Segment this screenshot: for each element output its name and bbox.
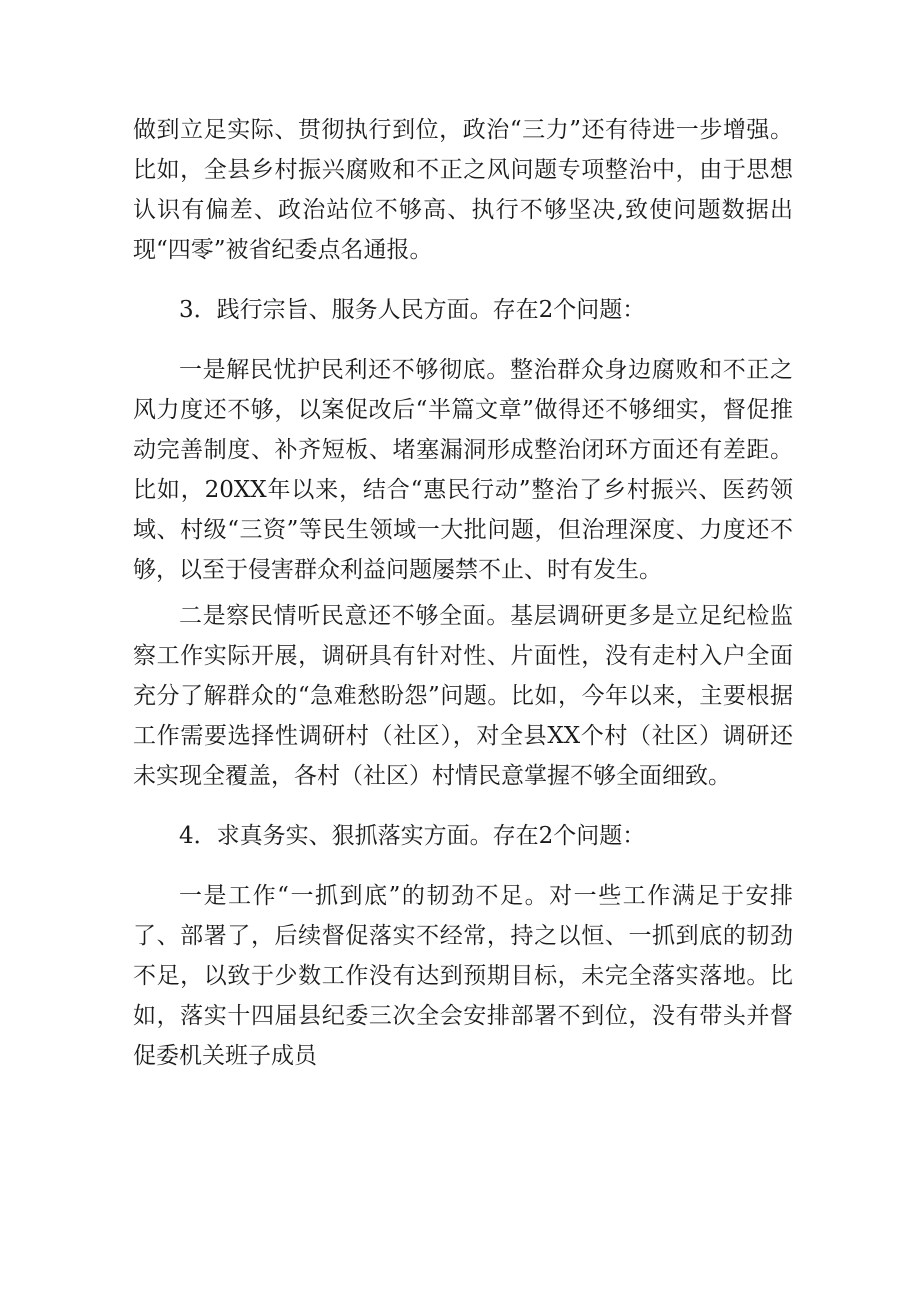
- paragraph-issue-1: 一是解民忧护民利还不够彻底。整治群众身边腐败和不正之风力度还不够，以案促改后“半篇文章”做得还不够细实，督促推动完善制度、补齐短板、堵塞漏洞形成整治闭环方面还有差距。比如，20XX年以来，结合“惠民行动”整治了乡村振兴、医药领域、村级“三资”等民生领域一大批问题，但治理深度、力度还不够，以至于侵害群众利益问题屡禁不止、时有发生。: [133, 357, 793, 583]
- paragraph-issue-2: 二是察民情听民意还不够全面。基层调研更多是立足纪检监察工作实际开展，调研具有针对性、片面性，没有走村入户全面充分了解群众的“急难愁盼怨”问题。比如，今年以来，主要根据工作需要选择性调研村（社区），对全县XX个村（社区）调研还未实现全覆盖，各村（社区）村情民意掌握不够全面细致。: [133, 603, 793, 789]
- section-heading-4: 4．求真务实、狠抓落实方面。存在2个问题：: [179, 823, 646, 849]
- section-heading-3: 3．践行宗旨、服务人民方面。存在2个问题：: [179, 297, 646, 323]
- document-body: [133, 110, 793, 1076]
- paragraph-issue-3: 一是工作“一抓到底”的韧劲不足。对一些工作满足于安排了、部署了，后续督促落实不经常，持之以恒、一抓到底的韧劲不足，以致于少数工作没有达到预期目标，未完全落实落地。比如，落实十四届县纪委三次全会安排部署不到位，没有带头并督促委机关班子成员: [133, 883, 793, 1069]
- paragraph-continuation: 做到立足实际、贯彻执行到位，政治“三力”还有待进一步增强。比如，全县乡村振兴腐败和不正之风问题专项整治中，由于思想认识有偏差、政治站位不够高、执行不够坚决,致使问题数据出现“四零”被省纪委点名通报。: [133, 117, 793, 263]
